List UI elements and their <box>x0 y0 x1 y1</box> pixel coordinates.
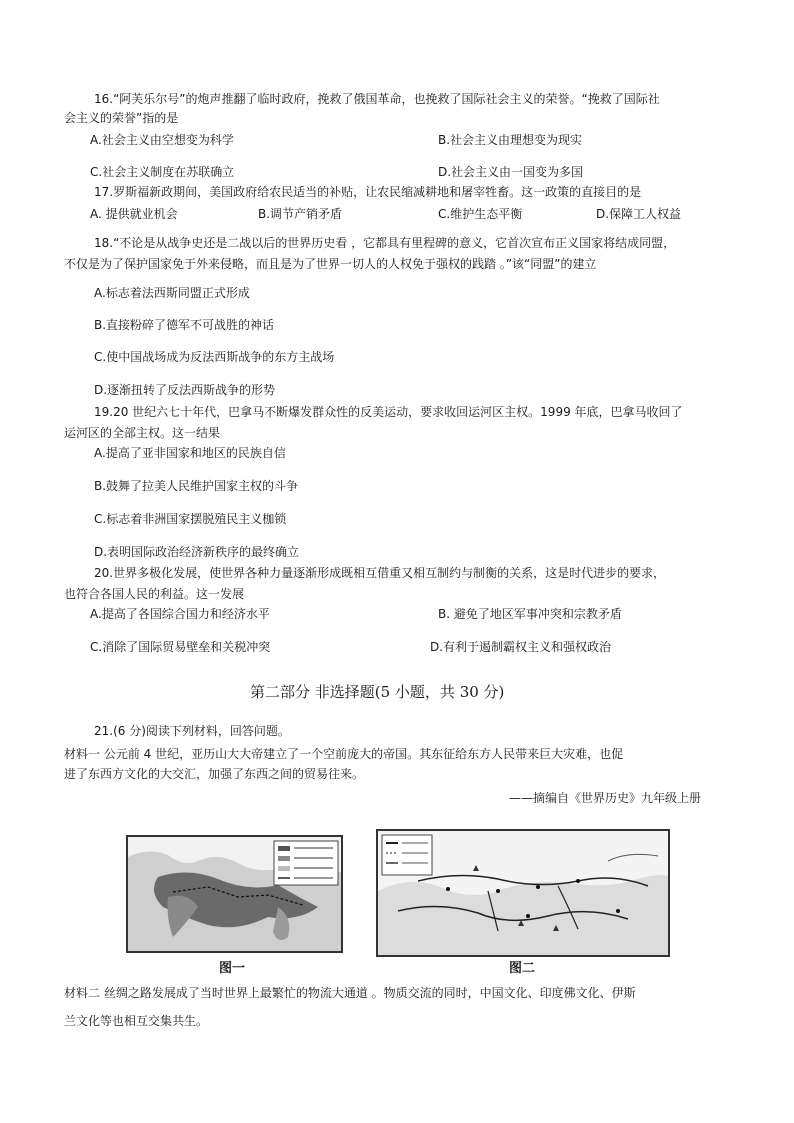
q18-option-c: C.使中国战场成为反法西斯战争的东方主战场 <box>94 350 335 364</box>
q17-option-a: A. 提供就业机会 <box>90 207 178 221</box>
q17-option-d: D.保障工人权益 <box>596 207 682 221</box>
q19-option-c: C.标志着非洲国家摆脱殖民主义枷锁 <box>94 512 287 526</box>
q16-stem-line2: 会主义的荣誉”指的是 <box>64 111 179 125</box>
q21-material1-line2: 进了东西方文化的大交汇，加强了东西之间的贸易往来。 <box>64 767 365 781</box>
q17-option-b: B.调节产销矛盾 <box>258 207 343 221</box>
q16-stem-line1: 16.“阿芙乐尔号”的炮声推翻了临时政府，挽救了俄国革命，也挽救了国际社会主义的荣誉。“挽救了国际社 <box>94 92 660 106</box>
q16-option-a: A.社会主义由空想变为科学 <box>90 133 234 147</box>
q20-option-c: C.消除了国际贸易壁垒和关税冲突 <box>90 640 271 654</box>
figure-2-map-graphic <box>378 831 668 955</box>
figure-2-caption: 图二 <box>509 961 536 976</box>
q20-option-d: D.有利于遏制霸权主义和强权政治 <box>430 640 612 654</box>
q20-option-b: B. 避免了地区军事冲突和宗教矛盾 <box>438 607 622 621</box>
q21-source: ——摘编自《世界历史》九年级上册 <box>509 791 702 805</box>
q21-material1-line1: 材料一 公元前 4 世纪，亚历山大大帝建立了一个空前庞大的帝国。其东征给东方人民带来巨大灾难，也促 <box>64 747 624 761</box>
figure-2-map <box>376 829 670 957</box>
q20-stem-line1: 20.世界多极化发展，使世界各种力量逐渐形成既相互借重又相互制约与制衡的关系，这是时代进步的要求， <box>94 566 666 580</box>
q20-option-a: A.提高了各国综合国力和经济水平 <box>90 607 270 621</box>
q19-stem-line1: 19.20 世纪六七十年代，巴拿马不断爆发群众性的反美运动，要求收回运河区主权。1999 年底，巴拿马收回了 <box>94 405 683 419</box>
q18-stem-line1: 18.“不论是从战争史还是二战以后的世界历史看 ，它都具有里程碑的意义，它首次宣布正义国家将结成同盟， <box>94 236 676 250</box>
q16-option-b: B.社会主义由理想变为现实 <box>438 133 583 147</box>
figure-1-map-graphic <box>128 837 341 951</box>
q19-option-b: B.鼓舞了拉美人民维护国家主权的斗争 <box>94 479 299 493</box>
figure-1-caption: 图一 <box>219 961 246 976</box>
q20-stem-line2: 也符合各国人民的利益。这一发展 <box>64 587 245 601</box>
q19-stem-line2: 运河区的全部主权。这一结果 <box>64 426 221 440</box>
q21-material2-line1: 材料二 丝绸之路发展成了当时世界上最繁忙的物流大通道 。物质交流的同时，中国文化、印度佛文化、伊斯 <box>64 986 636 1000</box>
q17-option-c: C.维护生态平衡 <box>438 207 523 221</box>
section-title: 第二部分 非选择题(5 小题，共 30 分) <box>250 683 505 701</box>
q16-option-c: C.社会主义制度在苏联确立 <box>90 165 235 179</box>
q16-option-d: D.社会主义由一国变为多国 <box>438 165 584 179</box>
q21-stem: 21.(6 分)阅读下列材料，回答问题。 <box>94 724 290 738</box>
q17-stem: 17.罗斯福新政期间，美国政府给农民适当的补贴，让农民缩减耕地和屠宰牲畜。这一政策的直接目的是 <box>94 185 642 199</box>
q18-option-a: A.标志着法西斯同盟正式形成 <box>94 286 250 300</box>
q18-stem-line2: 不仅是为了保护国家免于外来侵略，而且是为了世界一切人的人权免于强权的践踏 。”该“同盟”的建立 <box>64 257 597 271</box>
q18-option-d: D.逐渐扭转了反法西斯战争的形势 <box>94 383 276 397</box>
q18-option-b: B.直接粉碎了德军不可战胜的神话 <box>94 318 275 332</box>
q19-option-d: D.表明国际政治经济新秩序的最终确立 <box>94 545 300 559</box>
figure-1-map <box>126 835 343 953</box>
q21-material2-line2: 兰文化等也相互交集共生。 <box>64 1014 209 1028</box>
q19-option-a: A.提高了亚非国家和地区的民族自信 <box>94 446 286 460</box>
